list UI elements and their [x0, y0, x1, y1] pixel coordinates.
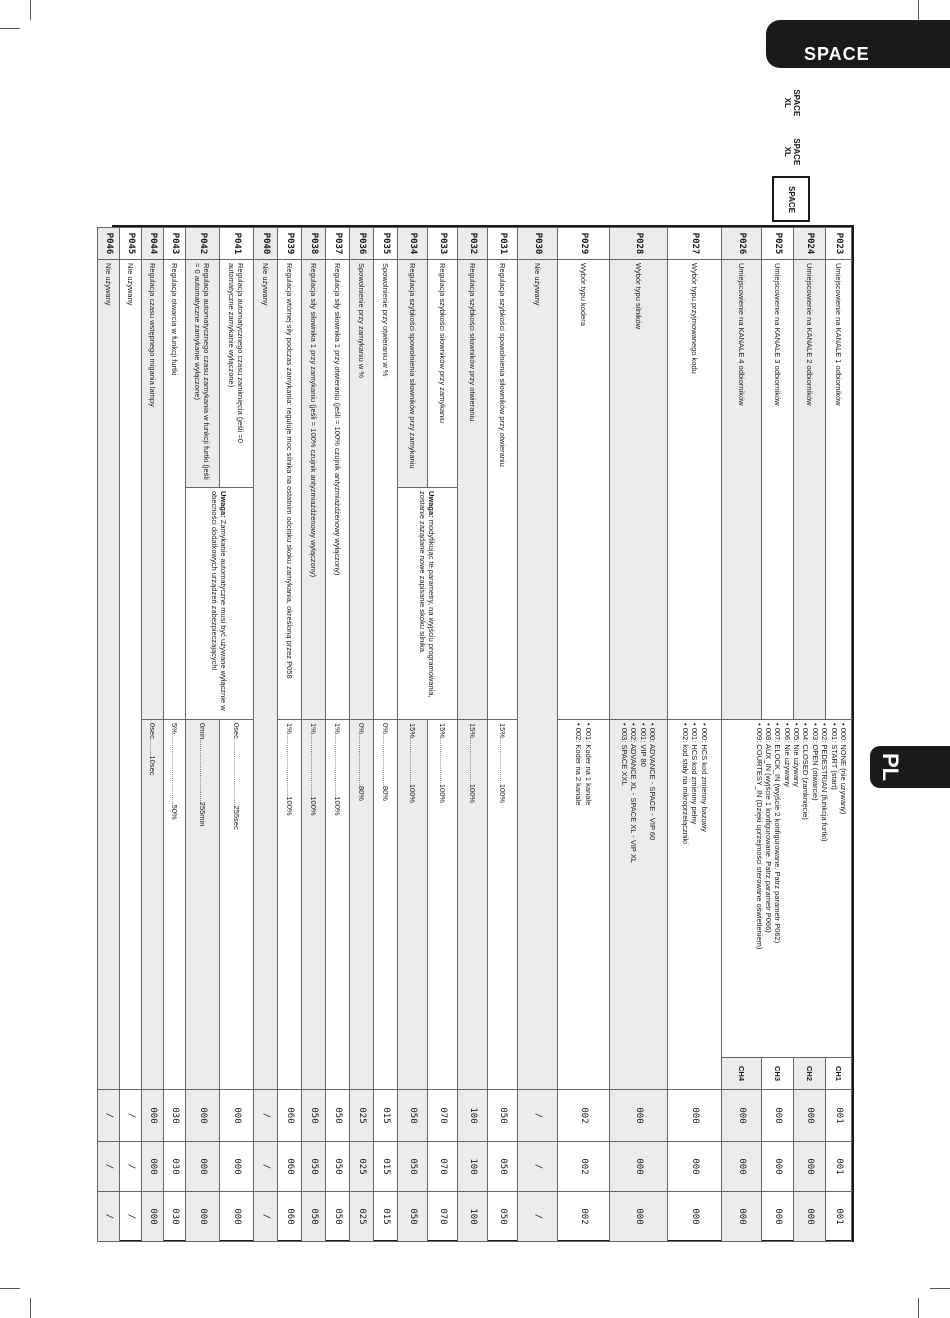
- value-space-xl: 000: [794, 1192, 826, 1242]
- value-space-xl: 000: [722, 1192, 762, 1242]
- column-header-space-xl: [772, 78, 810, 128]
- value-space: 050: [398, 1090, 428, 1142]
- param-desc: Regulacja wtórnej siły podczas zamykania: reguluje moc silnika na ostatnim odcinku skoku zamykania, określoną przez P058: [278, 260, 302, 720]
- param-range: 0min..............................255min: [186, 720, 220, 1090]
- channel-label: CH3: [762, 1058, 794, 1090]
- param-range: 15%......................100%: [488, 720, 518, 1090]
- value-space: 050: [488, 1090, 518, 1142]
- option-line: • 001: START (start): [829, 723, 839, 790]
- param-code: P026: [722, 228, 762, 260]
- param-code: P041: [220, 228, 254, 260]
- param-code: P043: [164, 228, 186, 260]
- param-range: 0sec................................255sec: [220, 720, 254, 1090]
- value-space-xl: 000: [610, 1142, 668, 1192]
- value-space-xl: 050: [488, 1142, 518, 1192]
- column-header-label: SPACE: [786, 185, 796, 213]
- value-space-xl: 050: [326, 1192, 350, 1242]
- param-desc: Umiejscowienie na KANALE 4 odbiorników: [722, 260, 762, 720]
- motor-type-options: [610, 720, 668, 1090]
- param-code: P025: [762, 228, 794, 260]
- param-range: 15%......................100%: [458, 720, 488, 1090]
- param-desc: Regulacja czasu wstępnego migania lampy: [142, 260, 164, 720]
- param-range: 1%..............................100%: [302, 720, 326, 1090]
- param-range: 0sec........10sec: [142, 720, 164, 1090]
- param-code: P024: [794, 228, 826, 260]
- param-desc: Wybór typu kodera: [558, 260, 610, 720]
- option-line: • 001: VIP 80: [638, 723, 648, 767]
- param-code: P038: [302, 228, 326, 260]
- param-code: P039: [278, 228, 302, 260]
- value-space: 001: [826, 1090, 852, 1142]
- value-space: 050: [326, 1090, 350, 1142]
- value-space-xl: 100: [458, 1142, 488, 1192]
- param-code: P046: [98, 228, 120, 260]
- param-desc: Regulacja siły siłownika 1 przy otwieraniu (jeśli = 100% czujnik antyzmiażdżenowy wyłączony): [326, 260, 350, 720]
- option-line: • 001: HCS kod zmienny pełny: [690, 723, 700, 825]
- value-space-xl: 100: [458, 1192, 488, 1242]
- param-desc: Nie używany: [98, 260, 120, 1090]
- crop-mark: [918, 1298, 919, 1318]
- option-line: • 000: ADVANCE - SPACE - VIP 60: [648, 723, 658, 841]
- param-code: P028: [610, 228, 668, 260]
- encoder-options: [558, 720, 610, 1090]
- value-space: 000: [668, 1090, 722, 1142]
- channel-label: CH2: [794, 1058, 826, 1090]
- value-space-xl: 030: [164, 1142, 186, 1192]
- language-label: PL: [878, 752, 903, 782]
- value-space-xl: 000: [668, 1192, 722, 1242]
- param-desc: Regulacja automatycznego czasu zamknięcia (jeśli =0 automatyczne zamykanie wyłączone): [220, 260, 254, 488]
- code-type-options: [668, 720, 722, 1090]
- param-range: 5%..................................50%: [164, 720, 186, 1090]
- option-line: • 000: HCS kod zmienny bazowy: [699, 723, 709, 832]
- parameter-table: [97, 227, 852, 1242]
- param-code: P037: [326, 228, 350, 260]
- value-space-xl: 015: [374, 1142, 398, 1192]
- value-space: 025: [350, 1090, 374, 1142]
- option-line: • 003: SPACE XXL: [620, 723, 630, 786]
- value-space-xl: 050: [488, 1192, 518, 1242]
- value-space-xl: 030: [164, 1192, 186, 1242]
- param-desc: Regulacja automatycznego czasu zamykania w funkcji furtki (jeśli = 0 automatyczne zamykanie wyłączone): [186, 260, 220, 488]
- param-code: P023: [826, 228, 852, 260]
- param-desc: Nie używany: [120, 260, 142, 1090]
- value-space: /: [98, 1090, 120, 1142]
- value-space-xl: /: [518, 1142, 558, 1192]
- note-text: modyfikując te parametry, na wyjściu programowania, zostanie zażądane nowe zapisanie skoku silnika.: [418, 491, 437, 698]
- param-code: P042: [186, 228, 220, 260]
- param-code: P027: [668, 228, 722, 260]
- option-line: • 001: Koder na 1 kanale: [583, 723, 593, 806]
- value-space-xl: 060: [278, 1192, 302, 1242]
- value-space-xl: 000: [142, 1142, 164, 1192]
- value-space: 015: [374, 1090, 398, 1142]
- crop-mark: [30, 1298, 31, 1318]
- value-space-xl: /: [98, 1142, 120, 1192]
- option-line: • 008: AUX_IN (wyjście 1 konfigurowane. Patrz parametr P066): [764, 723, 773, 933]
- parameter-table-rotated: [103, 78, 854, 1242]
- value-space: 070: [428, 1090, 458, 1142]
- param-desc: Wybór typu przyjmowanego kodu: [668, 260, 722, 720]
- value-space-xl: 070: [428, 1192, 458, 1242]
- value-space-xl: /: [120, 1192, 142, 1242]
- value-space-xl: 001: [826, 1142, 852, 1192]
- param-desc: Spowolnienie przy otwieraniu w %: [374, 260, 398, 720]
- value-space: /: [120, 1090, 142, 1142]
- value-space: 000: [762, 1090, 794, 1142]
- value-space: 030: [164, 1090, 186, 1142]
- param-desc: Regulacja szybkości siłowników przy otwieraniu: [458, 260, 488, 720]
- value-space-xl: 050: [302, 1192, 326, 1242]
- value-space: 100: [458, 1090, 488, 1142]
- param-desc: Umiejscowienie na KANALE 2 odbiorników: [794, 260, 826, 720]
- value-space-xl: 060: [278, 1142, 302, 1192]
- param-desc: Regulacja szybkości spowolnienia siłowników przy otwieraniu: [488, 260, 518, 720]
- value-space-xl: 000: [610, 1192, 668, 1242]
- option-line: • 004: CLOSED (zamknięcie): [801, 723, 811, 820]
- value-space-xl: 000: [186, 1192, 220, 1242]
- param-code: P036: [350, 228, 374, 260]
- brand-label: SPACE: [804, 44, 870, 64]
- param-desc: Regulacja otwarcia w funkcji furtki: [164, 260, 186, 720]
- brand-tab: [766, 20, 950, 68]
- option-line: • 006: Nie używany: [782, 723, 792, 787]
- param-range: 0%.........................80%: [350, 720, 374, 1090]
- param-code: P040: [254, 228, 278, 260]
- value-space-xl: /: [518, 1192, 558, 1242]
- param-code: P045: [120, 228, 142, 260]
- value-space-xl: 000: [668, 1142, 722, 1192]
- option-line: • 005: Nie używany: [792, 723, 802, 787]
- channel-label: CH1: [826, 1058, 852, 1090]
- option-line: • 002: PEDESTRIAN (funkcja furtki): [820, 723, 830, 842]
- param-range: 1%..............................100%: [278, 720, 302, 1090]
- option-line: • 002: Koder na 2 kanale: [574, 723, 584, 806]
- param-code: P035: [374, 228, 398, 260]
- value-space: 000: [142, 1090, 164, 1142]
- value-space-xl: 000: [220, 1192, 254, 1242]
- value-space-xl: 050: [302, 1142, 326, 1192]
- param-range: 1%..............................100%: [326, 720, 350, 1090]
- column-header-space: [772, 176, 810, 222]
- crop-mark: [30, 0, 31, 20]
- param-code: P029: [558, 228, 610, 260]
- param-desc: Regulacja siły siłownika 1 przy zamykaniu (jeśli = 100% czujnik antyzmiażdżenowy wyłączony): [302, 260, 326, 720]
- param-code: P032: [458, 228, 488, 260]
- note-label: Uwaga:: [219, 491, 229, 518]
- value-space-xl: 000: [762, 1142, 794, 1192]
- param-code: P034: [398, 228, 428, 260]
- value-space: /: [518, 1090, 558, 1142]
- value-space-xl: 000: [794, 1142, 826, 1192]
- param-range: 0%.........................80%: [374, 720, 398, 1090]
- column-header-space-xl: [772, 126, 810, 178]
- value-space-xl: /: [120, 1142, 142, 1192]
- value-space-xl: 002: [558, 1142, 610, 1192]
- option-line: • 000: NONE (nie używany): [839, 723, 848, 815]
- param-desc: Umiejscowienie na KANALE 3 odbiorników: [762, 260, 794, 720]
- value-space: 050: [302, 1090, 326, 1142]
- param-desc: Nie używany: [254, 260, 278, 1090]
- param-range: 15%......................100%: [398, 720, 428, 1090]
- value-space-xl: 015: [374, 1192, 398, 1242]
- option-line: • 002: ADVANCE XL - SPACE XL - VIP XL: [629, 723, 639, 864]
- value-space-xl: 000: [142, 1192, 164, 1242]
- value-space-xl: 000: [762, 1192, 794, 1242]
- option-line: • 002: kod stały na mikroprzełączniki: [680, 723, 690, 845]
- param-desc: Regulacja szybkości siłowników przy zamykaniu: [428, 260, 458, 488]
- option-line: • 009: COURTESY_IN (Dzięki uprzejmości sterowane oświetleniem): [754, 723, 764, 950]
- value-space-xl: 025: [350, 1192, 374, 1242]
- value-space: /: [254, 1090, 278, 1142]
- value-space: 000: [220, 1090, 254, 1142]
- option-line: • 007: ELOCK_IN (wyjście 2 konfigurowane. Patrz parametr P062): [773, 723, 783, 944]
- value-space-xl: 070: [428, 1142, 458, 1192]
- param-desc: Umiejscowienie na KANALE 1 odbiorników: [826, 260, 852, 720]
- value-space-xl: 050: [398, 1192, 428, 1242]
- value-space-xl: 050: [326, 1142, 350, 1192]
- crop-mark: [0, 28, 20, 29]
- channel-options: [722, 720, 852, 1058]
- param-code: P033: [428, 228, 458, 260]
- param-desc: Wybór typu silników: [610, 260, 668, 720]
- value-space: 060: [278, 1090, 302, 1142]
- value-space: 000: [610, 1090, 668, 1142]
- column-header-label: SPACE XL: [783, 138, 801, 166]
- language-tab: [870, 746, 950, 788]
- value-space-xl: 001: [826, 1192, 852, 1242]
- value-space-xl: /: [254, 1192, 278, 1242]
- auto-close-note: [186, 488, 254, 720]
- note-text: Zamykanie automatyczne musi być używane wyłącznie w obecności dodatkowych urządzeń zabezpieczających!: [210, 491, 229, 711]
- param-desc: Spowolnienie przy zamykaniu w %: [350, 260, 374, 720]
- param-code: P030: [518, 228, 558, 260]
- crop-mark: [930, 1288, 950, 1289]
- param-range: 15%......................100%: [428, 720, 458, 1090]
- value-space: 000: [722, 1090, 762, 1142]
- param-desc: Regulacja szybkości spowolnienia siłowników przy zamykaniu: [398, 260, 428, 488]
- value-space-xl: 050: [398, 1142, 428, 1192]
- value-space-xl: 025: [350, 1142, 374, 1192]
- note-label: Uwaga:: [427, 491, 437, 518]
- crop-mark: [0, 1288, 20, 1289]
- value-space: 000: [794, 1090, 826, 1142]
- value-space-xl: /: [254, 1142, 278, 1192]
- column-header-label: SPACE XL: [783, 89, 801, 117]
- value-space: 000: [186, 1090, 220, 1142]
- param-code: P044: [142, 228, 164, 260]
- value-space-xl: 000: [186, 1142, 220, 1192]
- channel-label: CH4: [722, 1058, 762, 1090]
- value-space: 002: [558, 1090, 610, 1142]
- value-space-xl: 000: [220, 1142, 254, 1192]
- option-line: • 003: OPEN (otwarcie): [810, 723, 820, 801]
- crop-mark: [918, 0, 919, 20]
- value-space-xl: /: [98, 1192, 120, 1242]
- value-space-xl: 000: [722, 1142, 762, 1192]
- param-code: P031: [488, 228, 518, 260]
- speed-note: [398, 488, 458, 720]
- value-space-xl: 002: [558, 1192, 610, 1242]
- param-desc: Nie używany: [518, 260, 558, 1090]
